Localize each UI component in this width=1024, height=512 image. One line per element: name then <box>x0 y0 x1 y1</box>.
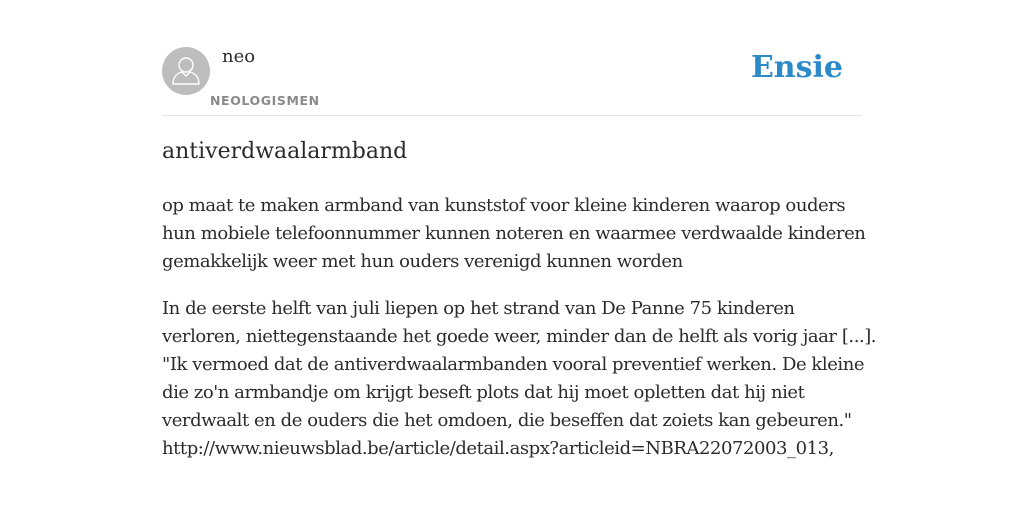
definition-line: gemakkelijk weer met hun ouders verenigd kunnen worden <box>162 251 683 272</box>
entry-card <box>162 0 877 512</box>
category-label[interactable]: NEOLOGISMEN <box>210 93 320 108</box>
author-name[interactable]: neo <box>222 46 256 67</box>
example-source-link[interactable]: http://www.nieuwsblad.be/article/detail.aspx?articleid=NBRA22072003_013, <box>162 438 834 459</box>
example-line: verdwaalt en de ouders die het omdoen, die beseffen dat zoiets kan gebeuren." <box>162 410 852 431</box>
entry-header <box>162 0 862 116</box>
example-line: die zo'n armbandje om krijgt beseft plots dat hij moet opletten dat hij niet <box>162 382 805 403</box>
example-line: In de eerste helft van juli liepen op het strand van De Panne 75 kinderen <box>162 298 795 319</box>
entry-title: antiverdwaalarmband <box>162 139 408 164</box>
entry-definition <box>162 192 866 276</box>
definition-line: hun mobiele telefoonnummer kunnen noteren en waarmee verdwaalde kinderen <box>162 223 866 244</box>
example-line: verloren, niettegenstaande het goede weer, minder dan de helft als vorig jaar [...]. <box>162 326 877 347</box>
definition-line: op maat te maken armband van kunststof voor kleine kinderen waarop ouders <box>162 195 846 216</box>
avatar[interactable] <box>162 47 210 95</box>
entry-example <box>162 295 877 463</box>
example-line: "Ik vermoed dat de antiverdwaalarmbanden vooral preventief werken. De kleine <box>162 354 865 375</box>
user-icon <box>162 47 210 95</box>
ensie-logo[interactable]: Ensie <box>750 50 843 85</box>
